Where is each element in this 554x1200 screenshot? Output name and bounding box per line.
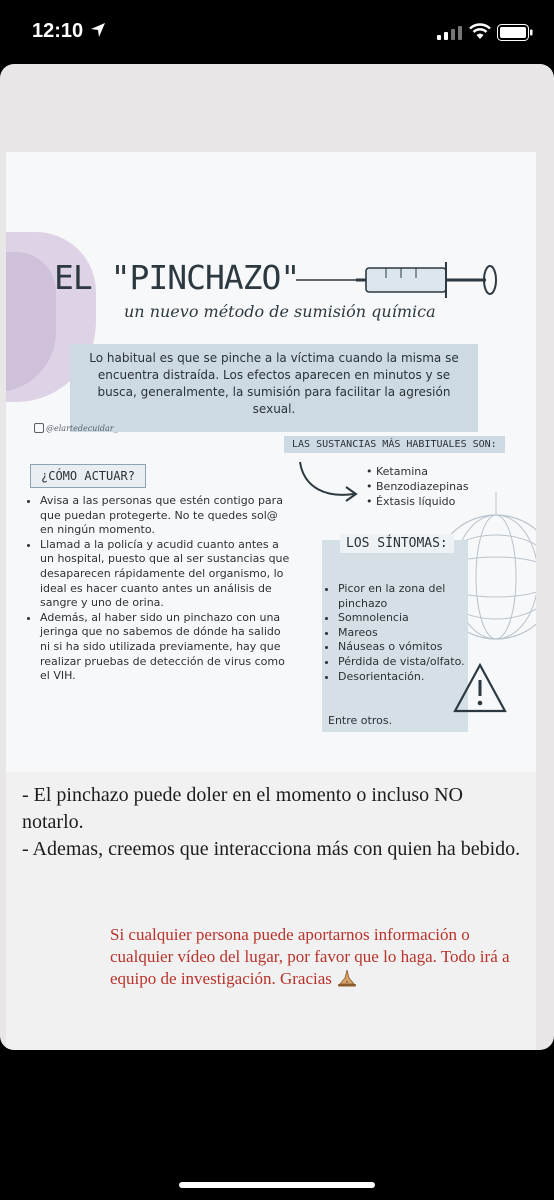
how-to-act-label: ¿CÓMO ACTUAR? — [30, 464, 146, 488]
poster-subtitle: un nuevo método de sumisión química — [124, 302, 436, 321]
warning-triangle-icon — [452, 662, 508, 714]
list-item: • Picor en la zona del pinchazo — [338, 582, 478, 611]
appeal-message: Si cualquier persona puede aportarnos información o cualquier vídeo del lugar, por favor que lo haga. Todo irá a equipo de investigación. Gracias — [110, 925, 510, 988]
how-to-act-list — [28, 494, 290, 684]
list-item: • Mareos — [338, 626, 478, 641]
poster-title: EL "PINCHAZO" — [54, 258, 300, 297]
wifi-icon — [469, 23, 491, 40]
symptoms-footer: Entre otros. — [328, 714, 393, 727]
infographic-poster — [6, 152, 536, 1050]
location-arrow-icon — [90, 22, 106, 38]
note-line: - Ademas, creemos que interacciona más con quien ha bebido. — [22, 838, 521, 860]
intro-text: Lo habitual es que se pinche a la víctima cuando la misma se encuentra distraída. Los efectos aparecen en minutos y se busca, generalmente, la sumisión para facilitar la agresión sexual. — [89, 351, 459, 416]
list-item: • Ketamina — [366, 464, 469, 479]
list-item: • Llamad a la policía y acudid cuanto antes a un hospital, puesto que al ser sustancias que desaparecen rápidamente del organismo, lo ideal es hacer cuanto antes un análisis de sangre y uno de orina. — [40, 538, 290, 611]
instagram-icon — [34, 423, 44, 433]
praying-hands-icon — [336, 969, 358, 987]
list-item: • Benzodiazepinas — [366, 479, 469, 494]
list-item: • Desorientación. — [338, 670, 478, 685]
list-item: • Además, al haber sido un pinchazo con una jeringa que no sabemos de dónde ha salido ni si ha sido utilizada previamente, hay que realizar pruebas de detección de virus como el VIH. — [40, 611, 290, 684]
appeal-text — [110, 924, 510, 990]
list-item: • Somnolencia — [338, 611, 478, 626]
list-item: • Náuseas o vómitos — [338, 640, 478, 655]
list-item: • Pérdida de vista/olfato. — [338, 655, 478, 670]
substances-label: LAS SUSTANCIAS MÁS HABITUALES SON: — [284, 436, 505, 453]
home-indicator[interactable] — [179, 1182, 375, 1188]
status-bar — [0, 0, 554, 66]
status-time: 12:10 — [32, 20, 84, 42]
notes-text — [22, 782, 522, 863]
cellular-signal-icon — [437, 26, 463, 40]
list-item: • Éxtasis líquido — [366, 494, 469, 509]
list-item: • Avisa a las personas que estén contigo para que puedan protegerte. No te quedes sol@ en ningún momento. — [40, 494, 290, 538]
note-line: - El pinchazo puede doler en el momento o incluso NO notarlo. — [22, 784, 463, 833]
syringe-icon — [296, 256, 501, 300]
battery-icon — [497, 24, 533, 41]
symptoms-label: LOS SÍNTOMAS: — [340, 534, 454, 553]
author-handle: @elartedecuidar_ — [46, 424, 118, 433]
curved-arrow-icon — [296, 458, 366, 506]
story-card — [0, 64, 554, 1050]
